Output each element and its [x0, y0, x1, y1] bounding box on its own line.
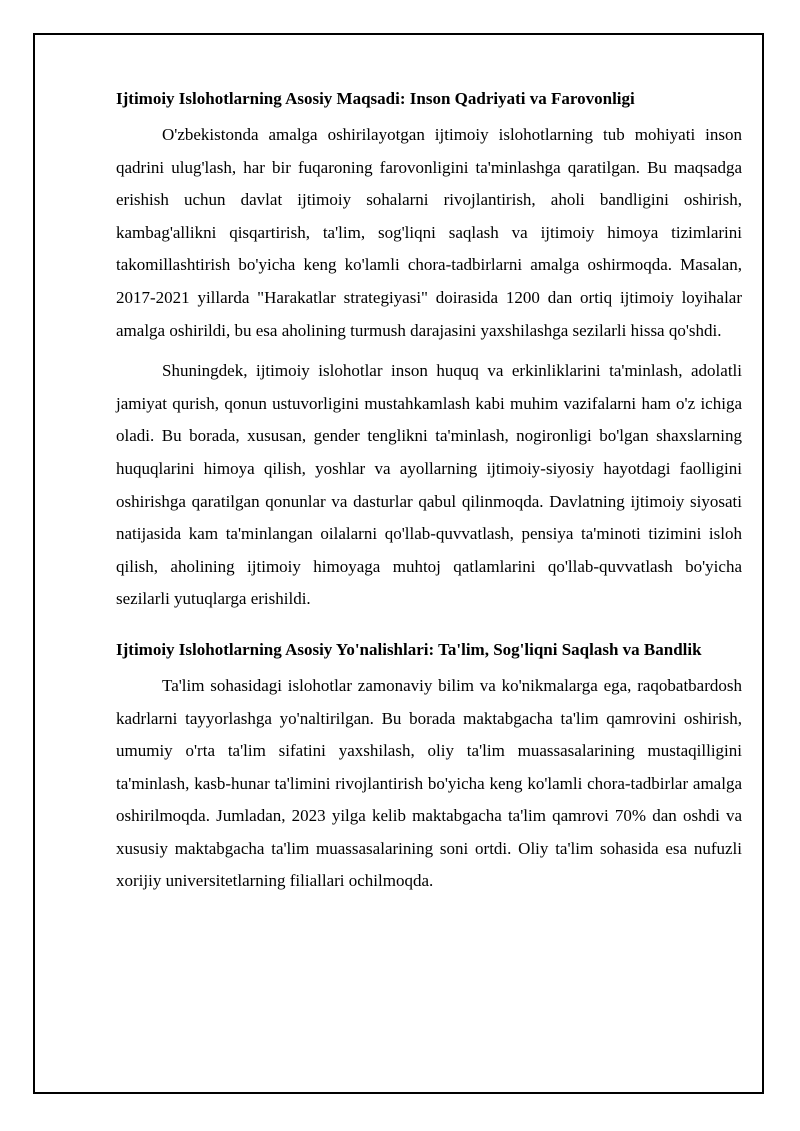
paragraph: O'zbekistonda amalga oshirilayotgan ijtimoiy islohotlarning tub mohiyati inson qadrini ulug'lash, har bir fuqaroning farovonligini ta'minlashga qaratilgan. Bu maqsadga erishish uchun davlat ijtimoiy sohalarni rivojlantirish, aholi bandligini oshirish, kambag'allikni qisqartirish, ta'lim, sog'liqni saqlash va ijtimoiy himoya tizimlarini takomillashtirish bo'yicha keng ko'lamli chora-tadbirlarni amalga oshirmoqda. Masalan, 2017-2021 yillarda "Harakatlar strategiyasi" doirasida 1200 dan ortiq ijtimoiy loyihalar amalga oshirildi, bu esa aholining turmush darajasini yaxshilashga sezilarli hissa qo'shdi.	[116, 125, 742, 340]
section-heading-goals: Ijtimoiy Islohotlarning Asosiy Maqsadi: Inson Qadriyati va Farovonligi	[116, 89, 635, 108]
paragraph: Ta'lim sohasidagi islohotlar zamonaviy bilim va ko'nikmalarga ega, raqobatbardosh kadrlarni tayyorlashga yo'naltirilgan. Bu borada maktabgacha ta'lim qamrovini oshirish, umumiy o'rta ta'lim sifatini yaxshilash, oliy ta'lim muassasalarining mustaqilligini ta'minlash, kasb-hunar ta'limini rivojlantirish bo'yicha keng ko'lamli chora-tadbirlar amalga oshirilmoqda. Jumladan, 2023 yilga kelib maktabgacha ta'lim qamrovi 70% dan oshdi va xususiy maktabgacha ta'lim muassasalarining soni ortdi. Oliy ta'lim sohasida esa nufuzli xorijiy universitetlarning filiallari ochilmoqda.	[116, 675, 742, 891]
paragraph: Shuningdek, ijtimoiy islohotlar inson huquq va erkinliklarini ta'minlash, adolatli jamiyat qurish, qonun ustuvorligini mustahkamlash kabi muhim vazifalarni ham o'z ichiga oladi. Bu borada, xususan, gender tenglikni ta'minlash, nogironligi bo'lgan shaxslarning huquqlarini himoya qilish, yoshlar va ayollarning ijtimoiy-siyosiy hayotdagi faolligini oshirishga qaratilgan qonunlar va dasturlar qabul qilinmoqda. Davlatning ijtimoiy siyosati natijasida kam ta'minlangan oilalarni qo'llab-quvvatlash, pensiya ta'minoti tizimini isloh qilish, aholining ijtimoiy himoyaga muhtoj qatlamlarini qo'llab-quvvatlash bo'yicha sezilarli yutuqlarga erishildi.	[116, 361, 742, 609]
section-heading-directions: Ijtimoiy Islohotlarning Asosiy Yo'nalishlari: Ta'lim, Sog'liqni Saqlash va Bandlik	[116, 639, 702, 659]
document-body	[116, 87, 742, 906]
